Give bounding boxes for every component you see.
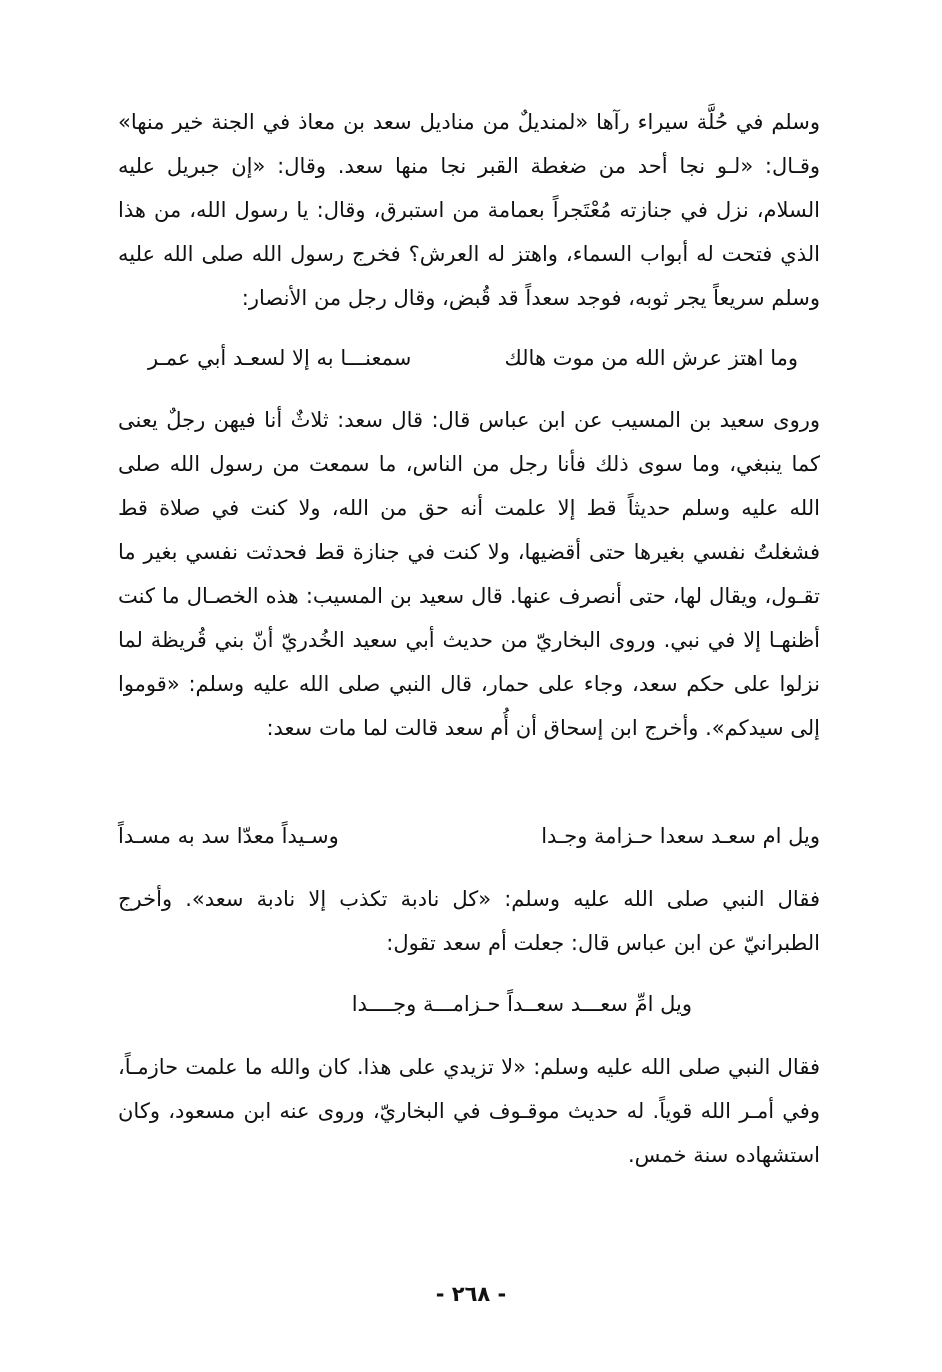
verse-2-second-hemistich: وسـيداً معدّا سد به مسـداً	[118, 824, 339, 848]
verse-3-first-hemistich: ويل امِّ سعـــد سعــداً حـزامـــة وجــــدا	[351, 992, 692, 1016]
verse-1-first-hemistich: وما اهتز عرش الله من موت هالك	[504, 346, 798, 370]
page-number: - ٢٦٨ -	[435, 1282, 507, 1306]
verse-1-second-hemistich: سمعنـــا به إلا لسعـد أبي عمـر	[148, 346, 412, 370]
paragraph-1: وسلم في حُلَّة سيراء رآها «لمنديلٌ من مناديل سعد بن معاذ في الجنة خير منها» وقـال: «لـو نجا أحد من ضغطة القبر نجا منها سعد. وقال: «إن جبريل عليه السلام، نزل في جنازته مُعْتَجراً بعمامة من استبرق، وقال: يا رسول الله، من هذا الذي فتحت له أبواب السماء، واهتز له العرش؟ فخرج رسول الله صلى الله عليه وسلم سريعاً يجر ثوبه، فوجد سعداً قد قُبض، وقال رجل من الأنصار:	[118, 110, 820, 310]
paragraph-2: وروى سعيد بن المسيب عن ابن عباس قال: قال سعد: ثلاثٌ أنا فيهن رجلٌ يعنى كما ينبغي، وما سوى ذلك فأنا رجل من الناس، ما سمعت من رسول الله صلى الله عليه وسلم حديثاً قط إلا علمت أنه حق من الله، ولا كنت في صلاة قط فشغلتُ نفسي بغيرها حتى أقضيها، ولا كنت في جنازة قط فحدثت نفسي بغير ما تقـول، ويقال لها، حتى أنصرف عنها. قال سعيد بن المسيب: هذه الخصـال ما كنت أظنهـا إلا في نبي. وروى البخاريّ من حديث أبي سعيد الخُدريّ أنّ بني قُريظة لما نزلوا على حكم سعد، وجاء على حمار، قال النبي صلى الله عليه وسلم: «قوموا إلى سيدكم». وأخرج ابن إسحاق أن أُم سعد قالت لما مات سعد:	[118, 408, 820, 740]
poem-verse-1	[118, 336, 820, 380]
paragraph-4: فقال النبي صلى الله عليه وسلم: «لا تزيدي على هذا. كان والله ما علمت حازمـاً، وفي أمـر الله قوياً. له حديث موقـوف في البخاريّ، وروى عنه ابن مسعود، وكان استشهاده سنة خمس.	[118, 1055, 820, 1167]
poem-verse-3	[118, 982, 820, 1026]
poem-verse-2	[118, 814, 820, 858]
verse-2-first-hemistich: ويل ام سعـد سعدا حـزامة وجـدا	[541, 824, 820, 848]
paragraph-3: فقال النبي صلى الله عليه وسلم: «كل نادبة تكذب إلا نادبة سعد». وأخرج الطبرانيّ عن ابن عباس قال: جعلت أم سعد تقول:	[118, 887, 820, 955]
